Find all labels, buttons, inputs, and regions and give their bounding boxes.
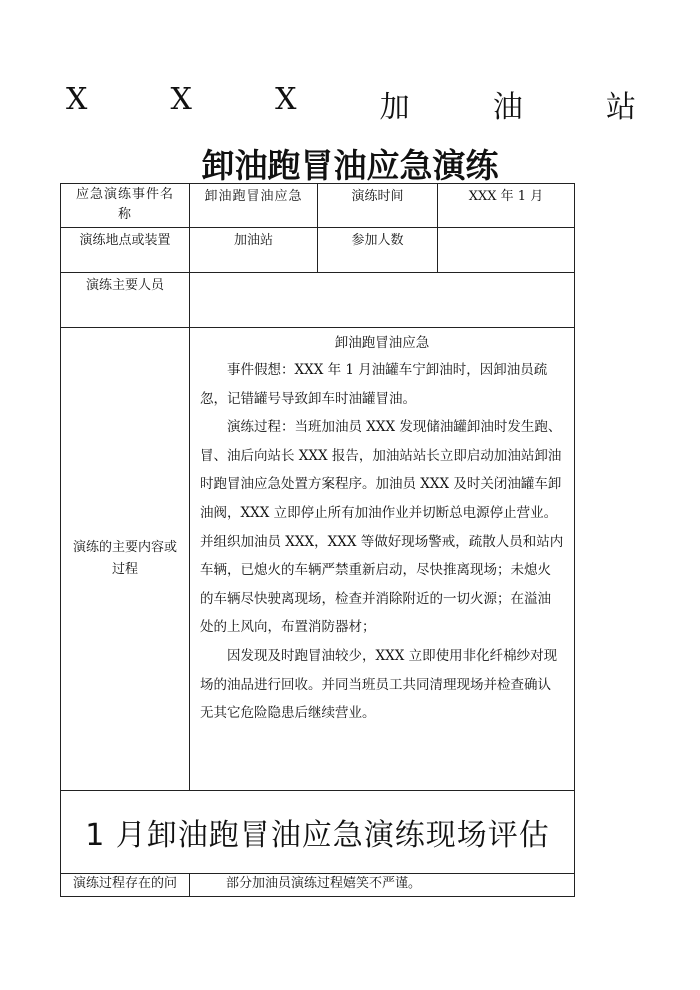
table-row xyxy=(61,874,575,897)
participants-value-cell xyxy=(438,228,575,273)
personnel-value-cell xyxy=(190,273,575,328)
station-char: X xyxy=(275,82,297,117)
personnel-label: 演练主要人员 xyxy=(85,278,164,293)
station-char: 站 xyxy=(605,90,636,125)
station-char: X xyxy=(170,82,192,117)
station-name-heading xyxy=(0,82,700,125)
participants-label-cell xyxy=(318,228,438,273)
personnel-value xyxy=(190,273,574,276)
issue-label-cell xyxy=(61,874,190,897)
event-name-value: 卸油跑冒油应急 xyxy=(204,189,303,204)
content-paragraph: 因发现及时跑冒油较少，XXX 立即使用非化纤棉纱对现场的油品进行回收。并同当班员工共同清理现场并检查确认无其它危险隐患后继续营业。 xyxy=(200,647,558,722)
content-label-cell xyxy=(61,328,190,791)
document-title: 卸油跑冒油应急演练 xyxy=(201,146,499,185)
content-title: 卸油跑冒油应急 xyxy=(334,335,430,351)
issue-value-cell xyxy=(190,874,575,897)
content-paragraph: 演练过程：当班加油员 XXX 发现储油罐卸油时发生跑、冒、油后向站长 XXX 报告，加油站站长立即启动加油站卸油时跑冒油应急处置方案程序。加油员 XXX 及时关闭油罐车卸油阀，XXX 立即停止所有加油作业并切断总电源停止营业。并组织加油员 XXX，XXX 等做好现场警戒，疏散人员和站内车辆，已熄火的车辆严禁重新启动，尽快推离现场；未熄火的车辆尽快驶离现场，检查并消除附近的一切火源；在溢油处的上风向，布置消防器材； xyxy=(200,419,564,636)
content-cell xyxy=(190,328,575,791)
drill-time-label: 演练时间 xyxy=(351,189,404,204)
participants-label: 参加人数 xyxy=(351,233,404,248)
drill-time-label-cell xyxy=(318,184,438,228)
table-row xyxy=(61,791,575,874)
event-name-value-cell xyxy=(190,184,318,228)
content-label: 演练的主要内容或过程 xyxy=(73,540,178,577)
table-row xyxy=(61,184,575,228)
event-name-label-cell xyxy=(61,184,190,228)
content-paragraph: 事件假想：XXX 年 1 月油罐车宁卸油时，因卸油员疏忽，记错罐号导致卸车时油罐冒油。 xyxy=(200,362,548,407)
drill-time-value-cell xyxy=(438,184,575,228)
drill-time-value: XXX 年 1 月 xyxy=(468,189,544,204)
location-label-cell xyxy=(61,228,190,273)
station-char: 油 xyxy=(492,90,523,125)
drill-record-table xyxy=(60,183,575,897)
location-value-cell xyxy=(190,228,318,273)
table-row xyxy=(61,273,575,328)
station-char: 加 xyxy=(379,90,410,125)
event-name-label: 应急演练事件名称 xyxy=(75,187,174,222)
personnel-label-cell xyxy=(61,273,190,328)
issue-value: 部分加油员演练过程嬉笑不严谨。 xyxy=(226,876,422,891)
table-row xyxy=(61,328,575,791)
location-value: 加油站 xyxy=(233,233,273,248)
table-row xyxy=(61,228,575,273)
participants-value xyxy=(438,228,574,231)
station-char: X xyxy=(66,82,88,117)
issue-label: 演练过程存在的问 xyxy=(72,876,177,891)
evaluation-title: 1 月卸油跑冒油应急演练现场评估 xyxy=(61,791,575,874)
location-label: 演练地点或装置 xyxy=(79,233,171,248)
